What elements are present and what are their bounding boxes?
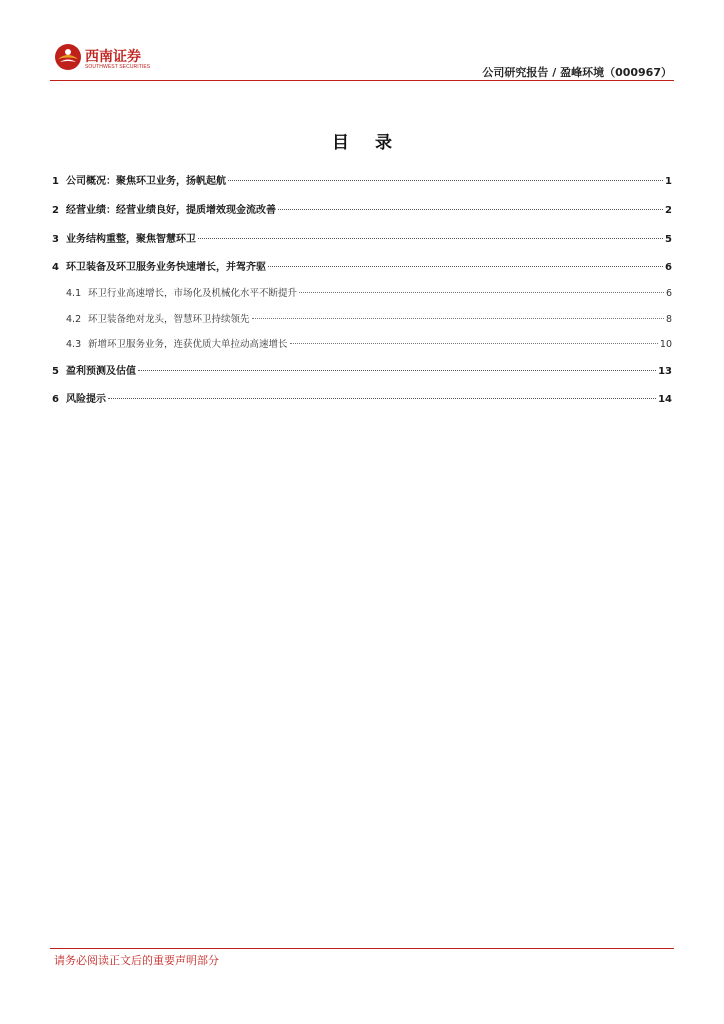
toc-entry-title: 风险提示 (66, 394, 106, 405)
toc-subentry[interactable] (66, 311, 672, 325)
toc-entry[interactable] (52, 390, 672, 404)
toc-entry-number: 6 (52, 394, 59, 405)
toc-entry-page: 14 (658, 394, 672, 405)
toc-entry[interactable] (52, 230, 672, 244)
toc-entry-number: 4.1 (66, 288, 82, 299)
logo-name-en: SOUTHWEST SECURITIES (85, 64, 151, 70)
toc-entry-number: 5 (52, 366, 59, 377)
toc-entry-page: 2 (665, 205, 672, 216)
toc-leader-dots (278, 209, 663, 210)
toc-entry[interactable] (52, 258, 672, 272)
toc-leader-dots (268, 266, 663, 267)
toc-entry[interactable] (52, 172, 672, 186)
toc-entry-page: 6 (665, 262, 672, 273)
toc-leader-dots (138, 370, 656, 371)
logo-name-cn: 西南证券 (85, 49, 141, 65)
toc-entry[interactable] (52, 201, 672, 215)
header-divider (50, 80, 674, 81)
toc-leader-dots (228, 180, 663, 181)
toc-entry-title: 环卫装备绝对龙头，智慧环卫持续领先 (88, 314, 250, 325)
toc-heading: 目 录 (332, 133, 402, 153)
toc-subentry[interactable] (66, 336, 672, 350)
toc-entry-title: 环卫行业高速增长，市场化及机械化水平不断提升 (88, 288, 298, 299)
toc-entry-title: 环卫装备及环卫服务业务快速增长，并驾齐驱 (66, 262, 266, 273)
toc-entry-title: 盈利预测及估值 (66, 366, 136, 377)
toc-leader-dots (252, 318, 664, 319)
footer-divider (50, 948, 674, 949)
toc-entry-number: 4.2 (66, 314, 82, 325)
toc-entry-page: 8 (665, 314, 672, 325)
report-header-title: 公司研究报告 / 盈峰环境（000967） (482, 66, 672, 79)
toc-leader-dots (299, 292, 664, 293)
toc-entry-page: 1 (665, 176, 672, 187)
toc-entry-title: 经营业绩：经营业绩良好，提质增效现金流改善 (66, 205, 276, 216)
toc-leader-dots (108, 398, 656, 399)
toc-entry-page: 13 (658, 366, 672, 377)
toc-entry-page: 5 (665, 234, 672, 245)
toc-entry-title: 新增环卫服务业务，连获优质大单拉动高速增长 (88, 339, 288, 350)
footer-disclaimer-notice: 请务必阅读正文后的重要声明部分 (54, 954, 219, 967)
toc-entry-title: 业务结构重整，聚焦智慧环卫 (66, 234, 196, 245)
toc-entry-page: 6 (665, 288, 672, 299)
toc-entry[interactable] (52, 362, 672, 376)
toc-subentry[interactable] (66, 285, 672, 299)
toc-entry-number: 4.3 (66, 339, 82, 350)
toc-leader-dots (198, 238, 663, 239)
toc-entry-title: 公司概况：聚焦环卫业务，扬帆起航 (66, 176, 226, 187)
company-logo (54, 43, 154, 75)
southwest-securities-logo-icon (54, 43, 82, 71)
toc-entry-number: 2 (52, 205, 59, 216)
toc-entry-number: 4 (52, 262, 59, 273)
toc-entry-number: 1 (52, 176, 59, 187)
toc-entry-number: 3 (52, 234, 59, 245)
toc-leader-dots (290, 343, 658, 344)
toc-entry-page: 10 (659, 339, 672, 350)
